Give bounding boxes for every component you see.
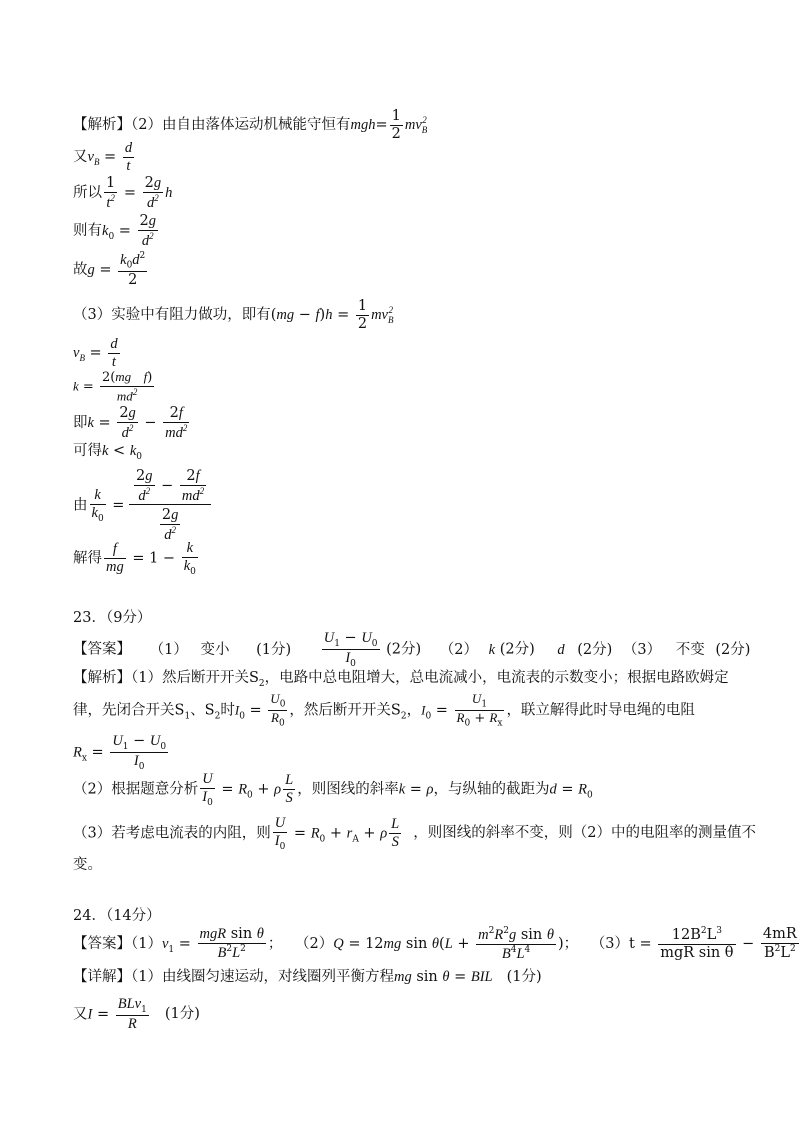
q23-explain-2: 律，先闭合开关$S_1$、$S_2$时$I_0$ = $\frac{U_0}{R_0}$ ，然后断开开关$S_2$，$I_0$ = $\frac{U_1}{R_0 + R_x}$ ，联立解得此时导电绳的电阻: [73, 691, 695, 729]
compound-fraction: $\frac{2g}{d^2}$ − $\frac{2f}{md^2}$ $\frac{2g}{d^2}$: [129, 468, 211, 543]
s22-line-8: k = $\frac{\text{2(mg f)}}{md^2}$: [73, 369, 153, 404]
solution-tag: 【解析】: [73, 117, 131, 134]
q24-heading: 24．（14分）: [73, 908, 161, 924]
s22-line-9: 即k = $\frac{2g}{d^2}$ − $\frac{2f}{md^2}$: [73, 405, 188, 441]
q23-explain-4: （2）根据题意分析 $\frac{U}{I_0}$ = $R_0 + \rho$ $\frac{L}{S}$ ，则图线的斜率k = ρ，与纵轴的截距为$d = R_0$: [73, 771, 593, 808]
s22-line-11: 由 $\frac{k}{k_0}$ = $\frac{2g}{d^2}$ − $\frac{2f}{md^2}$ $\frac{2g}{d^2}$: [73, 468, 211, 543]
q23-explain-5: （3）若考虑电流表的内阻，则 $\frac{U}{I_0}$ = $R_0 + r_A + \rho$ $\frac{L}{S}$ ，则图线的斜率不变，则（2）中的电阻率的测量值不: [73, 815, 756, 852]
q23-explain-6: 变。: [73, 857, 102, 873]
answer-tag: 【答案】: [73, 641, 131, 658]
q23-explain-1: 【解析】（1）然后断开开关$S_2$，电路中总电阻增大，总电流减小，电流表的示数变小；根据电路欧姆定: [73, 670, 729, 689]
s22-line-10: 可得$k < k_0$: [73, 443, 142, 462]
s22-line-7: $v_B$ = $\frac{d}{t}$: [73, 336, 118, 370]
s22-line-6: （3）实验中有阻力做功，即有(mg − f)h = $\frac{1}{2}$ $mv_B^2$: [73, 298, 394, 332]
q24-detail-1: 【详解】（1）由线圈匀速运动，对线圈列平衡方程mg sin θ = BIL (1分): [73, 969, 542, 985]
q23-heading: 23．（9分）: [73, 610, 152, 626]
s22-line-4: 则有$k_0$ = $\frac{2g}{d^2}$: [73, 213, 157, 249]
formula-vb: $v_B$: [87, 149, 100, 168]
s22-line-5: 故g = $\frac{k_0d^2}{2}$: [73, 251, 146, 289]
q24-answer: 【答案】$(1)v_1$ = $\frac{\text{mgR sin θ}}{B^2L^2}$ ； （2）Q = 12mg sin θ(L + $\frac{m^2R^2g \sin \theta}{B^4L^4}$ )； （3）t = $\frac{12B^2L^3}{\text{mgR sin θ}}$ − $\frac{4mR}{B^2L^2}$: [73, 926, 797, 962]
answer-tag: 【答案】: [73, 936, 131, 952]
detail-tag: 【详解】: [73, 969, 131, 985]
fraction-one-half: $\frac{1}{2}$: [391, 108, 401, 142]
solution-tag: 【解析】: [73, 670, 131, 686]
s22-line-2: 又$v_B$ = $\frac{d}{t}$: [73, 140, 133, 174]
s22-line-1: 【解析】（2）由自由落体运动机械能守恒有mgh= $\frac{1}{2}$ $mv_B^2$: [73, 108, 428, 142]
s22-line-12: 解得 $\frac{f}{mg}$ = 1 − $\frac{k}{k_0}$: [73, 540, 196, 577]
s22-line-3: 所以 $\frac{1}{t^2}$ = $\frac{2g}{d^2}$ h: [73, 175, 173, 211]
formula-energy: mgh: [350, 117, 376, 134]
q24-detail-2: 又I = $\frac{BLv_1}{R}$ (1分): [73, 996, 200, 1033]
q23-explain-3: $R_x$ = $\frac{U_1 - U_0}{I_0}$: [73, 733, 167, 773]
q23-answer: 【答案】 （1） 变小 (1分) $\frac{U_1 - U_0}{I_0}$ (2分) （2） k (2分) d (2分) （3） 不变 (2分): [73, 630, 751, 670]
solution-text: （2）由自由落体运动机械能守恒有: [131, 117, 351, 134]
answer-fraction: $\frac{U_1 - U_0}{I_0}$: [323, 630, 378, 670]
